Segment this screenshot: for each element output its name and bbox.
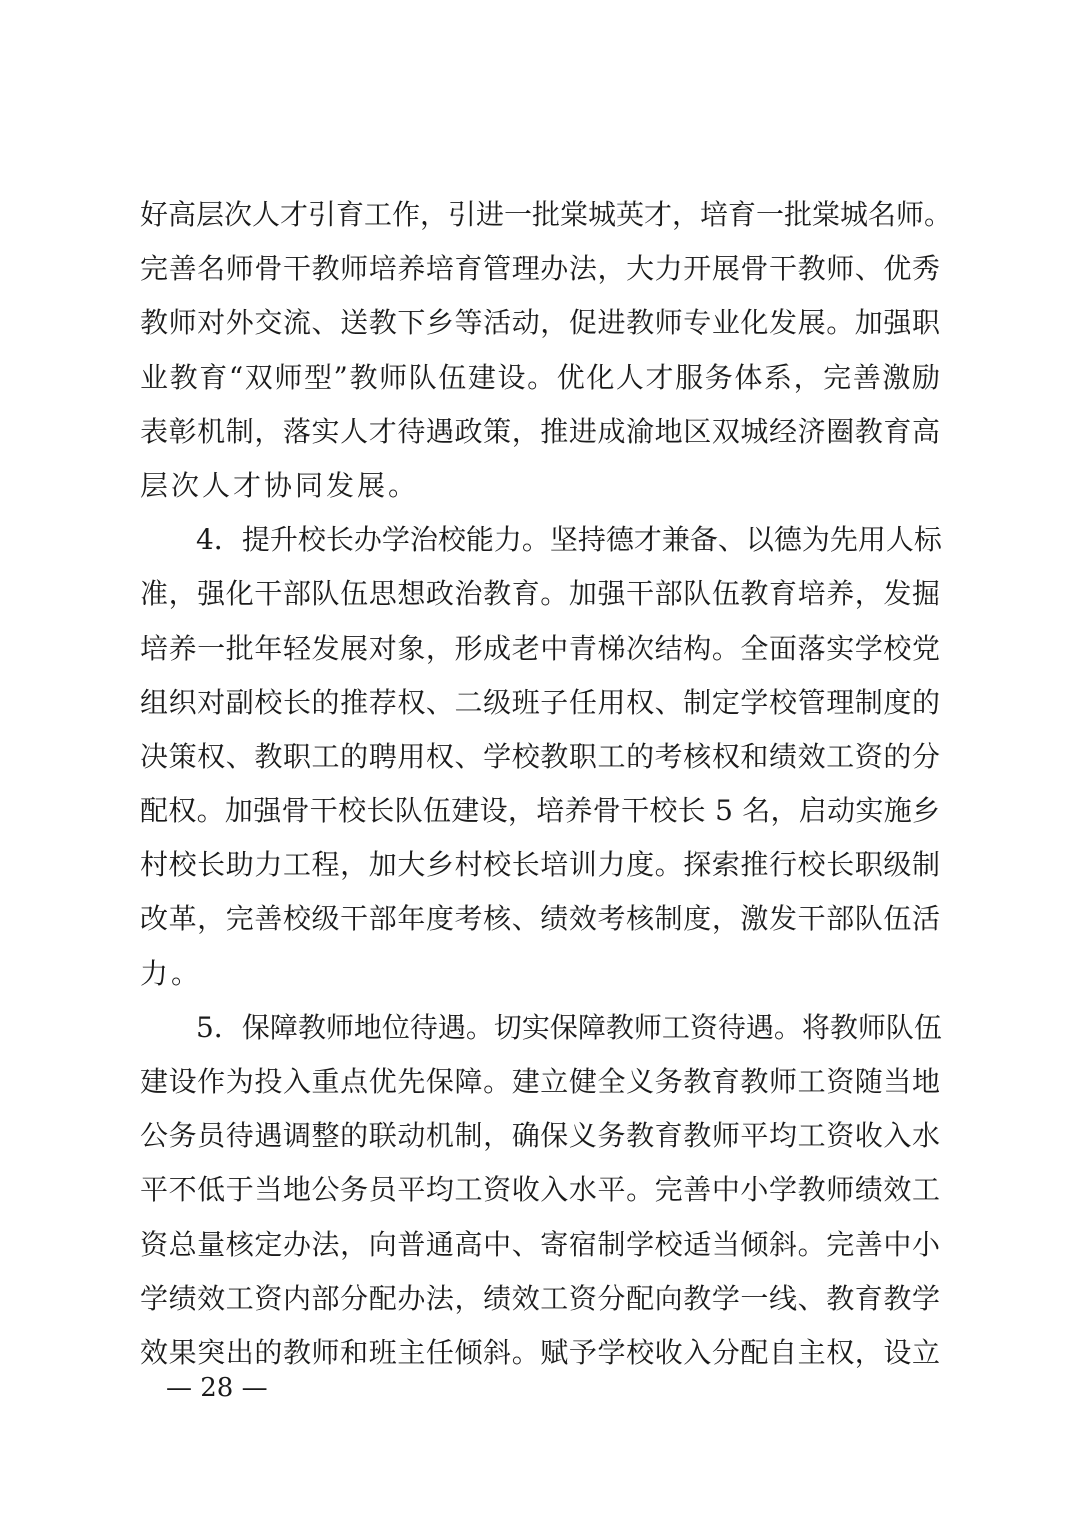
- page-number: — 28 —: [166, 1373, 268, 1403]
- text-line: 教师对外交流、送教下乡等活动，促进教师专业化发展。加强职: [140, 306, 940, 340]
- text-line: 组织对副校长的推荐权、二级班子任用权、制定学校管理制度的: [140, 685, 940, 719]
- text-line: 建设作为投入重点优先保障。建立健全义务教育教师工资随当地: [140, 1065, 940, 1098]
- text-line: 层次人才协同发展。: [140, 468, 420, 502]
- text-line: 学绩效工资内部分配办法，绩效工资分配向教学一线、教育教学: [140, 1281, 940, 1315]
- text-line: 决策权、教职工的聘用权、学校教职工的考核权和绩效工资的分: [140, 739, 940, 773]
- text-line: 好高层次人才引育工作，引进一批棠城英才，培育一批棠城名师。: [140, 198, 953, 231]
- text-line: 力。: [140, 956, 203, 990]
- text-line: 资总量核定办法，向普通高中、寄宿制学校适当倾斜。完善中小: [140, 1227, 940, 1261]
- body-text: [140, 188, 953, 1380]
- text-line: 公务员待遇调整的联动机制，确保义务教育教师平均工资收入水: [140, 1119, 940, 1153]
- text-line: 培养一批年轻发展对象，形成老中青梯次结构。全面落实学校党: [140, 631, 940, 665]
- section-heading-line: 4．提升校长办学治校能力。坚持德才兼备、以德为先用人标: [196, 523, 942, 557]
- text-line: 村校长助力工程，加大乡村校长培训力度。探索推行校长职级制: [140, 848, 940, 882]
- text-line: 配权。加强骨干校长队伍建设，培养骨干校长 5 名，启动实施乡: [140, 794, 940, 828]
- text-line: 完善名师骨干教师培养培育管理办法，大力开展骨干教师、优秀: [140, 252, 940, 286]
- text-line: 业教育“双师型”教师队伍建设。优化人才服务体系，完善激励: [140, 360, 940, 394]
- text-line: 效果突出的教师和班主任倾斜。赋予学校收入分配自主权，设立: [140, 1335, 940, 1369]
- section-heading-line: 5．保障教师地位待遇。切实保障教师工资待遇。将教师队伍: [196, 1010, 942, 1044]
- text-line: 表彰机制，落实人才待遇政策，推进成渝地区双城经济圈教育高: [140, 414, 940, 448]
- text-line: 改革，完善校级干部年度考核、绩效考核制度，激发干部队伍活: [140, 902, 940, 936]
- text-line: 准，强化干部队伍思想政治教育。加强干部队伍教育培养，发掘: [140, 577, 940, 611]
- text-line: 平不低于当地公务员平均工资收入水平。完善中小学教师绩效工: [140, 1173, 940, 1207]
